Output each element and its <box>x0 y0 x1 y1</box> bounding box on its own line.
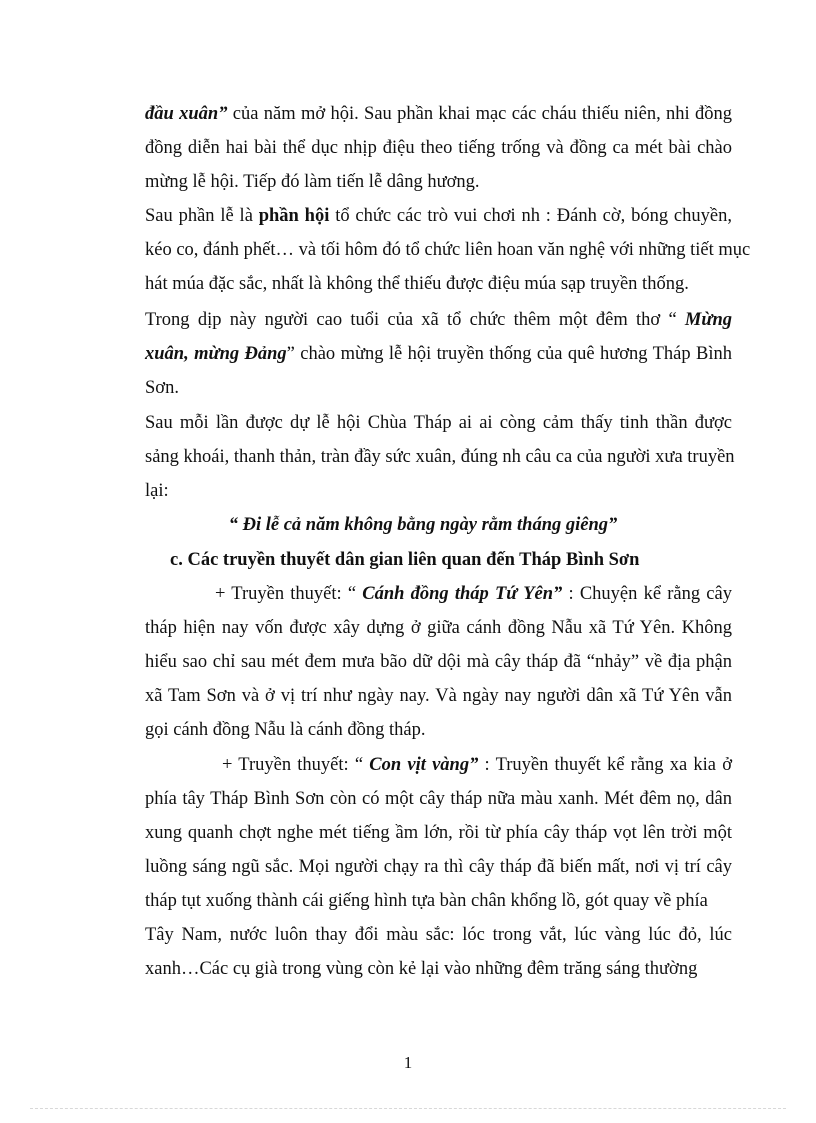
paragraph-2-line-2: kéo co, đánh phết… và tối hôm đó tổ chức liên hoan văn nghệ với những tiết mục <box>145 240 751 260</box>
legend-2-line-2: phía tây Tháp Bình Sơn còn có một cây tháp nữa màu xanh. Mét đêm nọ, dân <box>145 789 732 809</box>
legend-2-line-7: xanh…Các cụ già trong vùng còn kẻ lại vào những đêm trăng sáng thường <box>145 959 698 979</box>
section-heading: c. Các truyền thuyết dân gian liên quan đến Tháp Bình Sơn <box>170 550 640 570</box>
paragraph-2-line-3: hát múa đặc sắc, nhất là không thể thiếu được điệu múa sạp truyền thống. <box>145 274 689 294</box>
paragraph-1-line-3: mừng lễ hội. Tiếp đó làm tiến lễ dâng hương. <box>145 172 480 192</box>
paragraph-4-line-3: lại: <box>145 481 169 501</box>
proverb-quote: “ Đi lễ cả năm không bằng ngày rằm tháng giêng” <box>228 515 618 535</box>
legend-2-line-3: xung quanh chợt nghe mét tiếng ầm lớn, rồi từ phía cây tháp vọt lên trời một <box>145 823 732 843</box>
paragraph-1-line-2: đồng diễn hai bài thể dục nhịp điệu theo tiếng trống và đồng ca mét bài chào <box>145 138 732 158</box>
paragraph-3-line-2: xuân, mừng Đảng” chào mừng lễ hội truyền thống của quê hương Tháp Bình <box>145 344 732 364</box>
legend-2-line-1: + Truyền thuyết: “ Con vịt vàng” : Truyền thuyết kể rằng xa kia ở <box>222 755 733 775</box>
page-number: 1 <box>403 1053 413 1072</box>
legend-1-line-2: tháp hiện nay vốn được xây dựng ở giữa cánh đồng Nẫu xã Tứ Yên. Không <box>145 618 732 638</box>
legend-1-line-4: xã Tam Sơn và ở vị trí như ngày nay. Và ngày nay người dân xã Tứ Yên vẫn <box>145 686 732 706</box>
paragraph-3-line-1: Trong dịp này người cao tuổi của xã tổ chức thêm một đêm thơ “ Mừng <box>145 310 732 330</box>
paragraph-4-line-2: sảng khoái, thanh thản, tràn đầy sức xuân, đúng nh câu ca của người xưa truyền <box>145 447 735 467</box>
legend-1-line-1: + Truyền thuyết: “ Cánh đồng tháp Tứ Yên” : Chuyện kể rằng cây <box>215 584 732 604</box>
legend-1-line-3: hiểu sao chỉ sau mét đem mưa bão dữ dội mà cây tháp đã “nhảy” về địa phận <box>145 652 732 672</box>
paragraph-2-line-1: Sau phần lễ là phần hội tổ chức các trò vui chơi nh : Đánh cờ, bóng chuyền, <box>145 206 732 226</box>
legend-1-line-5: gọi cánh đồng Nẫu là cánh đồng tháp. <box>145 720 426 740</box>
paragraph-3-line-3: Sơn. <box>145 378 179 398</box>
paragraph-1-line-1: đầu xuân” của năm mở hội. Sau phần khai mạc các cháu thiếu niên, nhi đồng <box>145 104 733 124</box>
legend-2-line-4: luồng sáng ngũ sắc. Mọi người chạy ra thì cây tháp đã biến mất, nơi vị trí cây <box>145 857 732 877</box>
paragraph-4-line-1: Sau mỗi lần được dự lễ hội Chùa Tháp ai ai còng cảm thấy tinh thần được <box>145 413 732 433</box>
page-bottom-divider <box>30 1108 786 1109</box>
legend-2-line-5: tháp tụt xuống thành cái giếng hình tựa bàn chân khổng lồ, gót quay về phía <box>145 891 708 911</box>
legend-2-line-6: Tây Nam, nước luôn thay đổi màu sắc: lóc trong vắt, lúc vàng lúc đỏ, lúc <box>145 925 732 945</box>
